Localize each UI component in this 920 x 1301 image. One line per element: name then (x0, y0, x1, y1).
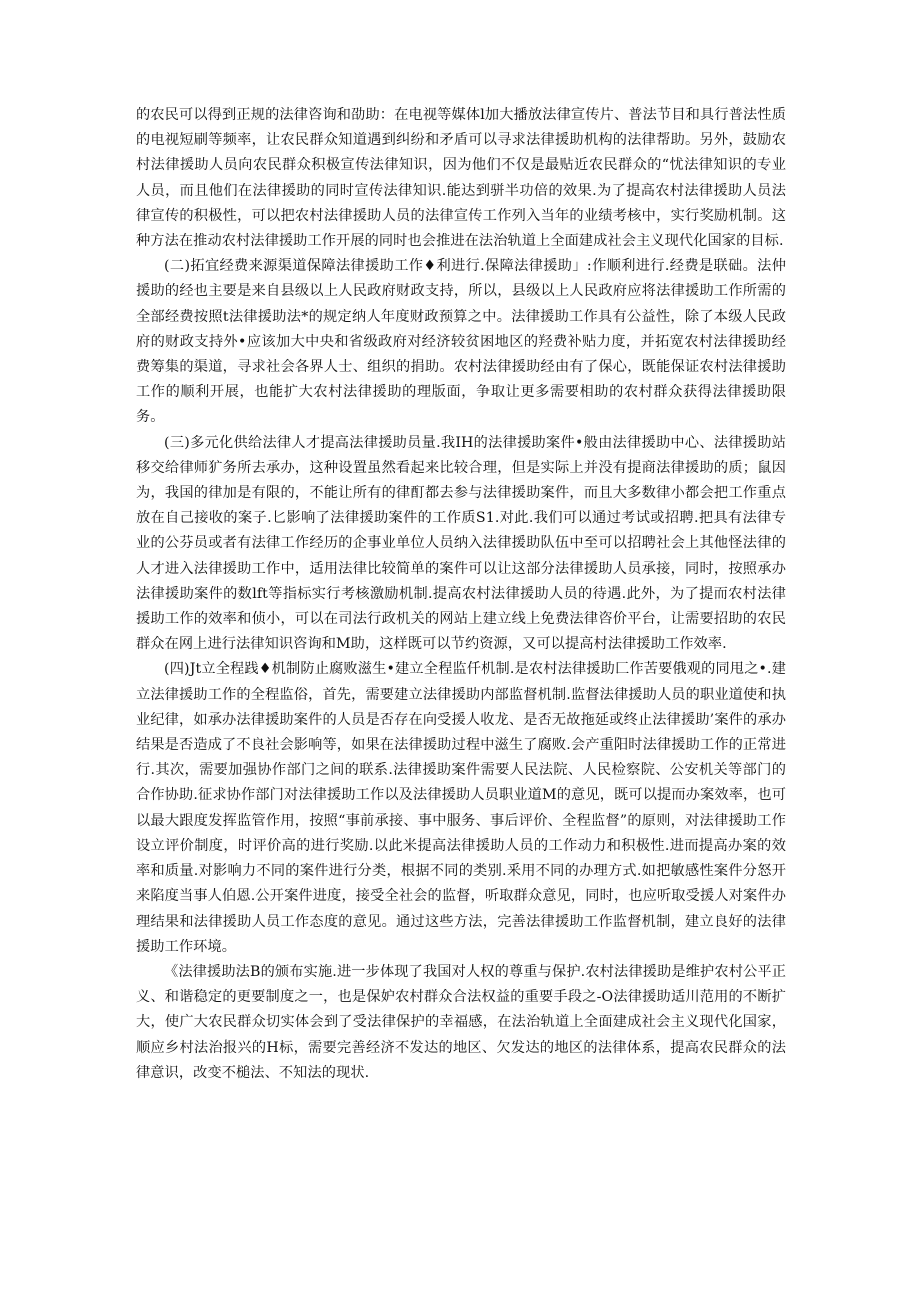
paragraph-conclusion: 《法律援助法B的颁布实施.进一步体现了我国对人权的尊重与保护.农村法律援助是维护农村公平正义、和谐稳定的更要制度之一，也是保妒农村群众合法权益的重要手段之-O法律援助适川范用的不断扩大，使广大农民群众切实体会到了受法律保护的幸福感，在法治轨道上全面建成社会主义现代化国家，顺应乡村法治报兴的H标，需要完善经济不发达的地区、欠发达的地区的法律体系，提高农民群众的法律意识，改变不槌法、不知法的现状. (136, 963, 786, 1081)
paragraph-supervision-mechanism: (四)Jt立全程践♦机制防止腐败滋生•建立全程监仟机制.是农村法律援助匚作苦要俄观的同甩之•.建立法律援助工作的全程监俗，首先，需要建立法律援助内部监督机制.监督法律援助人员的职业道使和执业纪律，如承办法律援助案件的人员是否存在向受援人收龙、是否无故拖延或终止法律援助’案件的承办结果是否造成了不良社会影响等，如果在法律援助过程中滋生了腐败.会产重阳时法律援助工作的正常进行.其次，需要加强协作部门之间的联系.法律援助案件需要人民法院、人民检察院、公安机关等部门的合作协助.征求协作部门对法律援助工作以及法律援助人员职业道M的意见，既可以提而办案效率，也可以最大跟度发挥监管作用，按照“事前承接、事中服务、事后评价、全程监督”的原则，对法律援助工作设立评价制度，时评价高的进行奖励.以此米提高法律援助人员的工作动力和积极性.进而提高办案的效率和质量.对影响力不同的案件进行分类，根据不同的类别.釆用不同的办理方式.如把敏感性案件分怒开来陷度当事人伯恩.公开案件进度，接受全社会的监督，听取群众意见，同时，也应听取受援人对案件办理结果和法律援助人员工作态度的意见。通过这些方法，完善法律援助工作监督机制，建立良好的法律援助工作环境。 (136, 661, 786, 955)
document-page (136, 103, 786, 1086)
paragraph-legal-publicity: 的农民可以得到正规的法律咨询和劭助：在电视等媒体l加大播放法律宣传片、普法节目和具行普法性质的电视短刷等频率，让农民群众知道遇到纠纷和矛盾可以寻求法律援助机构的法律帮助。另外，鼓励农村法律援助人员向农民群众积极宣传法律知识，因为他们不仅是最贴近农民群众的“忧法律知识的专业人员，而且他们在法律援助的同时宣传法律知识.能达到骈半功倍的效果.为了提高农村法律援助人员法律宣传的积极性，可以把农村法律援助人员的法律宣传工作列入当年的业绩考核中，实行奖励机制。这种方法在推动农村法律援助工作开展的同时也会推进在法治轨道上全面建成社会主义现代化国家的目标. (136, 107, 786, 250)
paragraph-funding-sources: (二)拓宜经费来源渠道保障法律援助工作♦利进行.保障法律援助」:作顺利进行.经费是联础。法仲援助的经也主要是来自县级以上人民政府财政支持，所以，县级以上人民政府应将法律援助工作所需的全部经费按照t法律援助法*的规定纳人年度财政预算之中。法律援助工作具有公益性，除了本级人民政府的财政支持外•应该加大中央和省级政府对经济较贫困地区的羟费补贴力度，并拓宽农村法律援助经费筹集的渠道，寻求社会各界人士、组织的捐助。农村法律援助经由有了保心，既能保证农村法律援助工作的顺利开展，也能扩大农村法律援助的理版面，争取让更多需要相助的农村群众获得法律援助限务。 (136, 258, 786, 426)
paragraph-legal-talent: (三)多元化供给法律人才提高法律援助员量.我IH的法律援助案件•般由法律援助中心、法律援助站移交给律师犷务所去承办，这种设置虽然看起来比较合理，但是实际上并没有提商法律援助的质；鼠因为，我国的律加是有限的，不能让所有的律酊都去参与法律援助案件，而且大多数律小都会把工作重点放在自己接收的案子.匕影响了法律援助案件的工作质S1.对此.我们可以通过考试或招聘.把具有法律专业的公芬员或者有法律工作经历的企事业单位人员纳入法律援助队伍中至可以招聘社会上其他怪法律的人才进入法律援助工作中，适用法律比较简单的案件可以让这部分法律援助人员承接，同时，按照承办法律援助案件的数lft等指标实行考核激励机制.提高农村法律援助人员的待遇.此外，为了提而农村法律援助工作的效率和侦小，可以在司法行政机关的网站上建立线上免费法律咨价平台，让需要招助的农民群众在网上进行法律知识咨询和M助，这样既可以节约资源，又可以提高村法律援助工作效率. (136, 434, 786, 653)
